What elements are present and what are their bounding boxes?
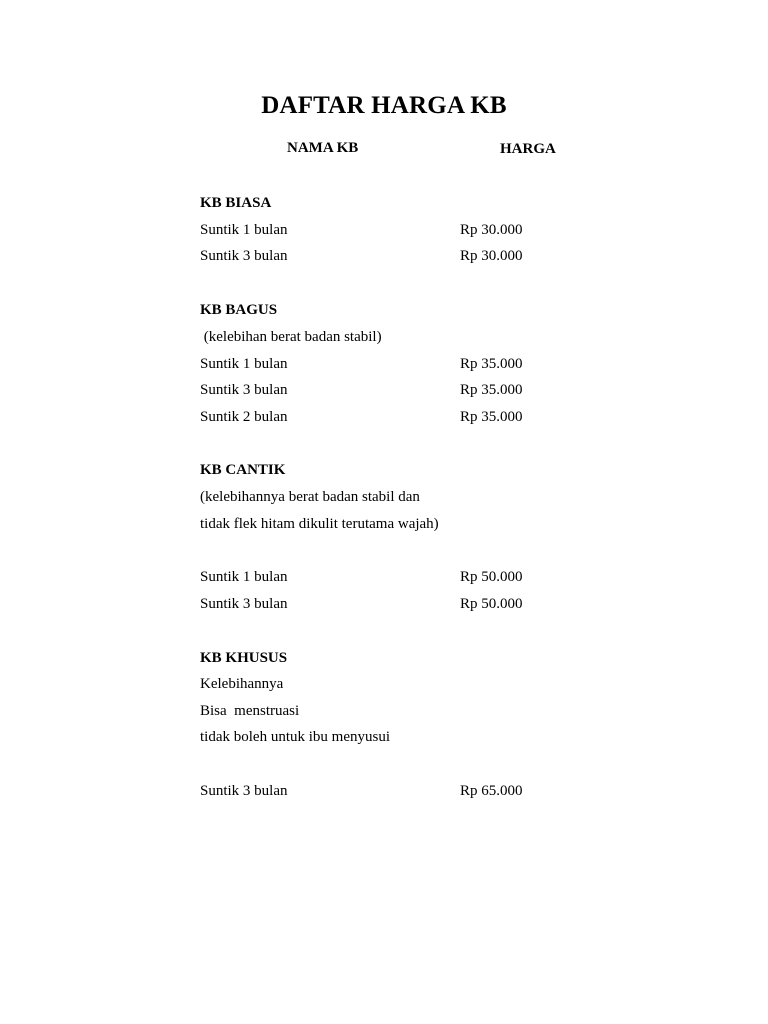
section-note: Bisa menstruasi xyxy=(200,703,300,719)
item-name: Suntik 3 bulan xyxy=(200,783,288,799)
item-name: Suntik 1 bulan xyxy=(200,222,288,238)
item-price: Rp 35.000 xyxy=(460,356,523,372)
section-note: tidak boleh untuk ibu menyusui xyxy=(200,729,390,745)
item-price: Rp 30.000 xyxy=(460,222,523,238)
section-note: (kelebihan berat badan stabil) xyxy=(200,329,382,345)
section-heading-kb-khusus: KB KHUSUS xyxy=(200,650,288,666)
page-title: DAFTAR HARGA KB xyxy=(261,92,507,119)
item-name: Suntik 1 bulan xyxy=(200,569,288,585)
section-heading-kb-biasa: KB BIASA xyxy=(200,195,272,211)
item-name: Suntik 1 bulan xyxy=(200,356,288,372)
item-price: Rp 50.000 xyxy=(460,569,523,585)
section-note: tidak flek hitam dikulit terutama wajah) xyxy=(200,516,439,532)
column-header-price: HARGA xyxy=(500,141,556,157)
item-name: Suntik 3 bulan xyxy=(200,382,288,398)
item-price: Rp 50.000 xyxy=(460,596,523,612)
section-heading-kb-bagus: KB BAGUS xyxy=(200,302,278,318)
item-name: Suntik 3 bulan xyxy=(200,596,288,612)
item-name: Suntik 2 bulan xyxy=(200,409,288,425)
column-header-name: NAMA KB xyxy=(287,140,359,156)
item-price: Rp 35.000 xyxy=(460,382,523,398)
item-price: Rp 35.000 xyxy=(460,409,523,425)
section-heading-kb-cantik: KB CANTIK xyxy=(200,462,286,478)
section-note: (kelebihannya berat badan stabil dan xyxy=(200,489,420,505)
item-price: Rp 30.000 xyxy=(460,248,523,264)
item-price: Rp 65.000 xyxy=(460,783,523,799)
item-name: Suntik 3 bulan xyxy=(200,248,288,264)
section-note: Kelebihannya xyxy=(200,676,284,692)
